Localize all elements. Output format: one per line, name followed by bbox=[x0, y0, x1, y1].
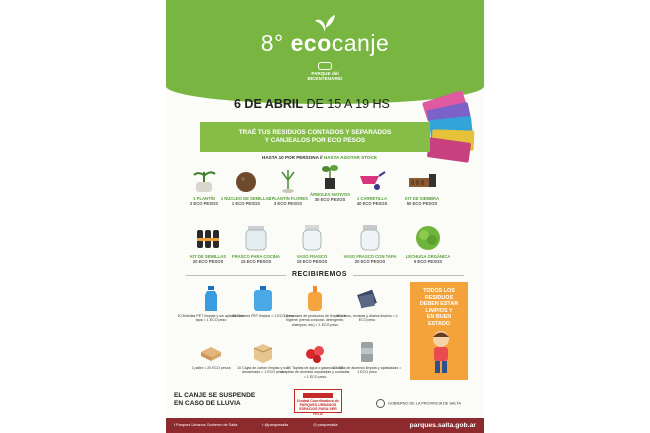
glass-jar-icon bbox=[297, 222, 327, 252]
aluminum-can-icon bbox=[355, 338, 379, 364]
reward-item: ÁRBOLES NATIVOS 30 ECO PESOS bbox=[302, 160, 358, 202]
reward-item: VASO FRASCO 15 ECO PESOS bbox=[284, 222, 340, 264]
flower-seedling-icon bbox=[273, 164, 303, 194]
rain-notice: EL CANJE SE SUSPENDE EN CASO DE LLUVIA bbox=[174, 392, 256, 407]
instagram-link[interactable]: ◎ parquesalta bbox=[313, 423, 338, 427]
wheelbarrow-icon bbox=[357, 164, 387, 194]
parque-bicentenario-logo: PARQUE del BICENTENARIO bbox=[305, 62, 345, 81]
received-item: 10 latas de aluminio limpias y aplastadas = 1 ECO peso bbox=[332, 338, 402, 375]
pallet-icon bbox=[199, 338, 223, 364]
reward-item: 1 CARRETILLA 40 ECO PESOS bbox=[344, 164, 400, 206]
seed-ball-icon bbox=[231, 164, 261, 194]
tree-sapling-icon bbox=[315, 160, 345, 190]
received-item: 1 pallet = 20 ECO pesos bbox=[176, 338, 246, 370]
instructions-banner: TRAÉ TUS RESIDUOS CONTADOS Y SEPARADOS Y CANJEALOS POR ECO PESOS bbox=[200, 122, 430, 152]
gobierno-salta-logo: GOBIERNO DE LA PROVINCIA DE SALTA bbox=[376, 399, 461, 408]
notice-box bbox=[410, 282, 468, 380]
plant-icon bbox=[189, 164, 219, 194]
reward-item: 1 NÚCLEO DE SEMILLAS 1 ECO PESOS bbox=[218, 164, 274, 206]
kid-illustration-icon bbox=[428, 330, 454, 376]
website-link[interactable]: parques.salta.gob.ar bbox=[409, 422, 476, 429]
event-title: 8° ecocanje bbox=[260, 30, 390, 56]
event-date: 6 DE ABRIL DE 15 A 19 HS bbox=[234, 97, 390, 111]
twitter-link[interactable]: t @parquesalta bbox=[262, 423, 289, 427]
received-item: 10 Bidones PET limpios = 1 ECO peso bbox=[228, 286, 298, 318]
reward-item: FRASCO PARA COCINA 15 ECO PESOS bbox=[228, 222, 284, 264]
received-item: 15 envases de productos de limpieza e higiene (crema corporal, detergente, shampoo, etc) = 1 ECO peso bbox=[280, 286, 350, 327]
received-item: 10 Botellas PET limpias y sin aplastar con tapa = 1 ECO peso bbox=[176, 286, 246, 323]
salta-seal-icon bbox=[376, 399, 385, 408]
parques-urbanos-mark-icon bbox=[303, 393, 333, 398]
notice-text: TODOS LOS RESIDUOS DEBEN ESTAR LIMPIOS Y EN BUEN ESTADO bbox=[419, 288, 459, 327]
paper-stack-icon bbox=[355, 286, 379, 312]
limit-note: HASTA 10 POR PERSONA // HASTA AGOTAR STOCK bbox=[262, 155, 378, 160]
pet-bottle-icon bbox=[199, 286, 223, 312]
reward-item: 1 PLANTÍN 2 ECO PESOS bbox=[176, 164, 232, 206]
pet-drum-icon bbox=[251, 286, 275, 312]
lettuce-icon bbox=[413, 222, 443, 252]
cleaning-product-icon bbox=[303, 286, 327, 312]
received-item: 10 Libros, revistas y diarios limpios = 1 ECO peso bbox=[332, 286, 402, 323]
cardboard-box-icon bbox=[251, 338, 275, 364]
reward-item: 1 PLANTÍN FLORES 3 ECO PESOS bbox=[260, 164, 316, 206]
jar-with-lid-icon bbox=[355, 222, 385, 252]
received-item: 20 Tapitas de agua o gaseosa o 20 chapitas de aluminio separadas y contadas = 1 ECO peso bbox=[280, 338, 350, 379]
recibiremos-heading: RECIBIREMOS bbox=[286, 271, 353, 278]
cooking-jar-icon bbox=[241, 222, 271, 252]
footer-bar bbox=[166, 418, 484, 433]
poster bbox=[166, 0, 484, 433]
reward-item: KIT DE SIEMBRA 50 ECO PESOS bbox=[394, 164, 450, 206]
bottle-caps-icon bbox=[303, 338, 327, 364]
received-item: 10 Cajas de cartón limpias y sus desarmado = 1 ECO peso bbox=[228, 338, 298, 375]
reward-item: KIT DE SEMILLAS 20 ECO PESOS bbox=[180, 222, 236, 264]
reward-item: VASO FRASCO CON TAPA 20 ECO PESOS bbox=[342, 222, 398, 264]
facebook-link[interactable]: f Parques Urbanos Gobierno de Salta bbox=[174, 423, 238, 427]
park-logo-icon bbox=[318, 62, 332, 70]
parques-urbanos-logo: Unidad Coordinadora de PARQUES URBANOS ESPACIOS PARA SER FELIZ bbox=[294, 389, 342, 413]
reward-item: LECHUGA ORGÁNICA 5 ECO PESOS bbox=[400, 222, 456, 264]
seed-kit-icon bbox=[193, 222, 223, 252]
seedling-tray-icon bbox=[407, 164, 437, 194]
